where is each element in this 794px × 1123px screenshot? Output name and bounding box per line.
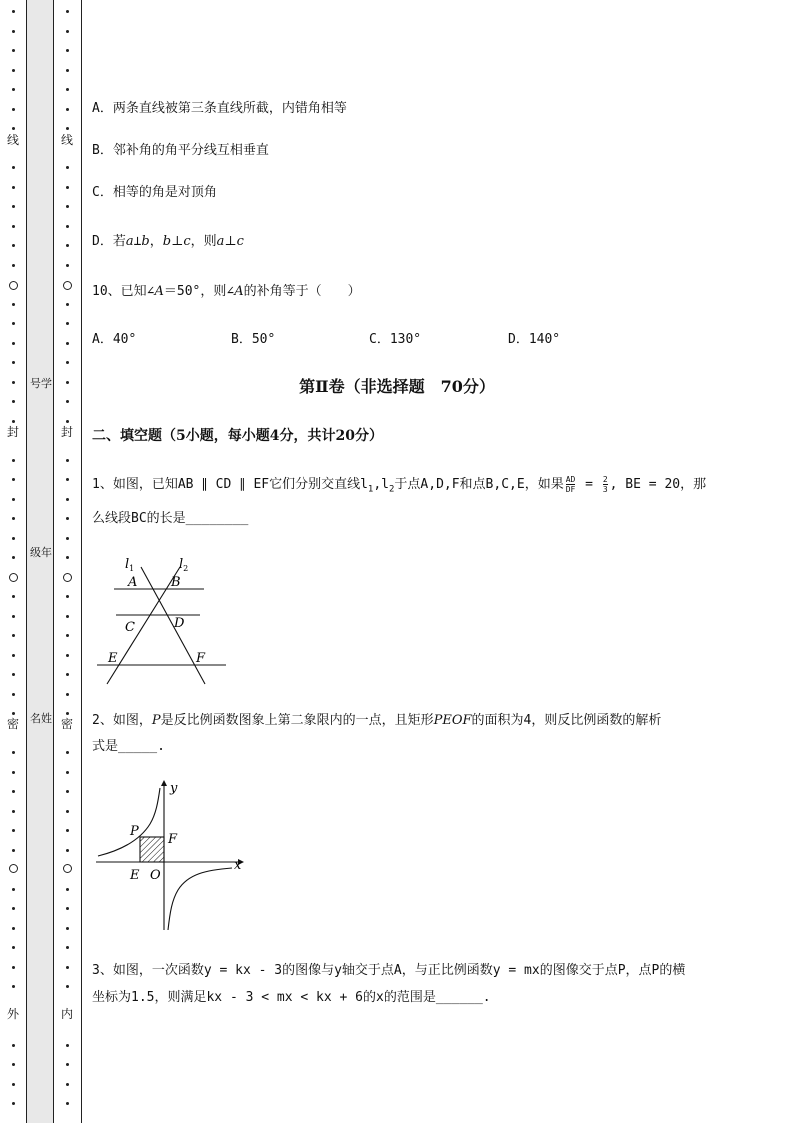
left-strip-dot (12, 712, 15, 715)
q9-d-bc: b⊥c (162, 234, 191, 249)
right-strip-dot (66, 166, 69, 169)
left-strip-dot (12, 615, 15, 618)
right-strip-dot (66, 946, 69, 949)
left-strip-seal-mark: 外 (7, 1007, 20, 1021)
right-strip-dot (66, 985, 69, 988)
right-strip-dot (66, 127, 69, 130)
q9-d-b: b (141, 234, 150, 249)
fill-q1-line2: 么线段BC的长是________ (92, 511, 249, 526)
figure-inverse-function-graph (92, 776, 252, 936)
left-strip-dot (12, 634, 15, 637)
left-strip-seal-mark: 封 (7, 425, 20, 439)
left-strip-dot (12, 907, 15, 910)
right-strip-seal-mark: 线 (61, 133, 74, 147)
band-label-student-number: 号学 (30, 377, 52, 390)
right-strip-dot (66, 693, 69, 696)
fig1-label-c: C (125, 620, 135, 635)
left-strip-dot (12, 244, 15, 247)
left-strip-dot (12, 361, 15, 364)
binding-margin-right (54, 0, 80, 1123)
q10-stem-mid: ＝50°，则∠ (163, 284, 235, 299)
fill-q1-text-a: 1、如图，已知AB ∥ CD ∥ EF它们分别交直线l (92, 477, 368, 492)
fig1-label-l1: $l_1$ (125, 557, 135, 573)
q9-d-prefix: D．若 (92, 234, 126, 249)
fig2-label-x: x (234, 858, 242, 873)
left-strip-dot (12, 927, 15, 930)
fill-q2-line1 (92, 712, 661, 730)
fill-q1-fraction-ad-df (566, 475, 576, 494)
fig2-label-y: y (170, 781, 178, 796)
right-strip-dot (66, 225, 69, 228)
left-strip-dot (12, 127, 15, 130)
left-strip-dot (12, 1083, 15, 1086)
left-strip-dot (12, 1063, 15, 1066)
right-strip-dot (66, 88, 69, 91)
fill-q2-var-p: P (151, 713, 161, 728)
band-label-grade: 级年 (30, 546, 52, 559)
left-strip-dot (12, 771, 15, 774)
q9-d-sep1: ， (149, 234, 163, 249)
fill-q1-text-e: , BE = 20，那 (609, 477, 707, 492)
left-strip-dot (12, 517, 15, 520)
binding-margin-left (0, 0, 26, 1123)
right-strip-dot (66, 556, 69, 559)
fill-q2-text-c: 的面积为4，则反比例函数的解析 (471, 713, 662, 728)
left-strip-dot (12, 322, 15, 325)
left-strip-dot (12, 225, 15, 228)
right-strip-dot (66, 342, 69, 345)
left-strip-dot (12, 205, 15, 208)
left-strip-dot (12, 673, 15, 676)
fill-q1-text-c: 于点A,D,F和点B,C,E，如果 (394, 477, 564, 492)
left-strip-dot (12, 166, 15, 169)
left-strip-dot (12, 810, 15, 813)
left-strip-dot (12, 459, 15, 462)
left-strip-dot (12, 829, 15, 832)
fig1-label-a: A (128, 575, 138, 590)
fill-q1-fraction-two-thirds (603, 475, 608, 494)
fill-q3-line2: 坐标为1.5，则满足kx - 3 < mx < kx + 6的x的范围是______. (92, 990, 491, 1005)
right-strip-dot (66, 927, 69, 930)
q9-option-c: C．相等的角是对顶角 (92, 185, 217, 200)
frac-num: AD (565, 475, 576, 484)
q9-option-b: B．邻补角的角平分线互相垂直 (92, 143, 269, 158)
right-strip-dot (66, 361, 69, 364)
left-strip-dot (12, 985, 15, 988)
left-strip-dot (12, 654, 15, 657)
q10-stem (92, 283, 361, 301)
right-strip-dot (66, 264, 69, 267)
right-strip-circle (63, 864, 72, 873)
left-strip-dot (12, 342, 15, 345)
frac-den: DF (565, 485, 576, 494)
right-strip-dot (66, 810, 69, 813)
right-strip-dot (66, 654, 69, 657)
q9-option-d (92, 233, 244, 251)
student-info-band (26, 0, 54, 1123)
right-strip-dot (66, 790, 69, 793)
fig1-label-l2: $l_2$ (179, 557, 189, 573)
left-strip-dot (12, 498, 15, 501)
right-strip-dot (66, 49, 69, 52)
left-strip-dot (12, 108, 15, 111)
right-strip-dot (66, 966, 69, 969)
right-strip-dot (66, 712, 69, 715)
left-strip-seal-mark: 线 (7, 133, 20, 147)
right-strip-circle (63, 573, 72, 582)
left-strip-dot (12, 10, 15, 13)
frac2-den: 3 (602, 485, 608, 494)
q9-d-a: a (125, 234, 134, 249)
q10-option-d: D．140° (508, 332, 561, 347)
left-strip-dot (12, 888, 15, 891)
fill-q2-text-b: 是反比例函数图象上第二象限内的一点，且矩形 (160, 713, 434, 728)
right-strip-dot (66, 498, 69, 501)
right-strip-seal-mark: 密 (61, 717, 74, 731)
right-strip-dot (66, 322, 69, 325)
right-strip-dot (66, 205, 69, 208)
left-strip-dot (12, 420, 15, 423)
fig2-label-o: O (150, 868, 161, 883)
right-strip-dot (66, 907, 69, 910)
right-strip-dot (66, 1102, 69, 1105)
right-strip-dot (66, 615, 69, 618)
left-strip-seal-mark: 密 (7, 717, 20, 731)
right-strip-dot (66, 400, 69, 403)
fill-q1-sub2: 2 (389, 484, 395, 495)
q10-option-c: C．130° (369, 332, 422, 347)
fig1-label-f: F (196, 651, 206, 666)
q10-option-a: A．40° (92, 332, 137, 347)
fig1-label-d: D (174, 616, 185, 631)
q9-d-sep2: ，则 (190, 234, 217, 249)
right-strip-dot (66, 849, 69, 852)
part-two-title: 第Ⅱ卷（非选择题 70分） (299, 377, 495, 396)
right-strip-dot (66, 478, 69, 481)
left-strip-dot (12, 30, 15, 33)
left-strip-dot (12, 537, 15, 540)
fill-q2-var-rect: PEOF (433, 713, 472, 728)
right-strip-dot (66, 673, 69, 676)
right-strip-dot (66, 1063, 69, 1066)
left-strip-dot (12, 790, 15, 793)
right-strip-dot (66, 30, 69, 33)
left-strip-circle (9, 864, 18, 873)
right-strip-seal-mark: 内 (61, 1007, 74, 1021)
fill-q1-text-d: = (577, 477, 601, 492)
left-strip-dot (12, 478, 15, 481)
right-strip-dot (66, 1083, 69, 1086)
right-strip-dot (66, 186, 69, 189)
left-strip-dot (12, 303, 15, 306)
q9-option-a: A．两条直线被第三条直线所截，内错角相等 (92, 101, 347, 116)
left-strip-dot (12, 186, 15, 189)
fill-q1-line1 (92, 475, 706, 499)
section-fill-blank-heading: 二、填空题（5小题，每小题4分，共计20分） (92, 428, 383, 444)
left-strip-dot (12, 264, 15, 267)
left-strip-circle (9, 573, 18, 582)
left-strip-dot (12, 556, 15, 559)
left-strip-dot (12, 88, 15, 91)
q10-stem-suffix: 的补角等于（ ） (243, 284, 361, 299)
fig2-label-p: P (130, 824, 139, 839)
q9-d-ac: a⊥c (216, 234, 244, 249)
fig2-label-f: F (168, 832, 178, 847)
frac2-num: 2 (602, 475, 608, 484)
left-strip-dot (12, 693, 15, 696)
left-strip-dot (12, 69, 15, 72)
right-strip-seal-mark: 封 (61, 425, 74, 439)
fill-q2-text-a: 2、如图， (92, 713, 152, 728)
left-strip-dot (12, 946, 15, 949)
q9-d-perp: ⊥ (133, 234, 142, 249)
fig2-label-e: E (130, 868, 140, 883)
q10-var-a: A (154, 284, 164, 299)
left-strip-dot (12, 751, 15, 754)
left-strip-dot (12, 595, 15, 598)
right-strip-dot (66, 537, 69, 540)
q10-option-b: B．50° (231, 332, 276, 347)
right-strip-dot (66, 303, 69, 306)
right-strip-dot (66, 829, 69, 832)
right-strip-dot (66, 517, 69, 520)
right-strip-dot (66, 771, 69, 774)
left-strip-dot (12, 966, 15, 969)
right-strip-dot (66, 108, 69, 111)
right-strip-dot (66, 244, 69, 247)
figure-parallel-lines (92, 552, 232, 692)
fig1-label-b: B (171, 575, 181, 590)
right-strip-dot (66, 1044, 69, 1047)
left-strip-dot (12, 400, 15, 403)
right-strip-dot (66, 888, 69, 891)
q10-stem-prefix: 10、已知∠ (92, 284, 155, 299)
left-strip-circle (9, 281, 18, 290)
right-strip-dot (66, 751, 69, 754)
left-strip-dot (12, 49, 15, 52)
margin-divider-line (81, 0, 82, 1123)
right-strip-dot (66, 459, 69, 462)
right-strip-dot (66, 69, 69, 72)
q10-var-a2: A (234, 284, 244, 299)
right-strip-dot (66, 10, 69, 13)
left-strip-dot (12, 1044, 15, 1047)
right-strip-dot (66, 595, 69, 598)
fill-q1-text-b: ,l (373, 477, 389, 492)
fill-q3-line1: 3、如图，一次函数y = kx - 3的图像与y轴交于点A，与正比例函数y = mx的图像交于点P，点P的横 (92, 963, 686, 978)
fill-q2-line2: 式是_____. (92, 739, 165, 754)
right-strip-dot (66, 634, 69, 637)
fig1-label-e: E (108, 651, 118, 666)
left-strip-dot (12, 849, 15, 852)
right-strip-dot (66, 420, 69, 423)
fill-q1-sub1: 1 (367, 484, 374, 495)
right-strip-circle (63, 281, 72, 290)
band-label-name: 名姓 (30, 712, 52, 725)
left-strip-dot (12, 1102, 15, 1105)
